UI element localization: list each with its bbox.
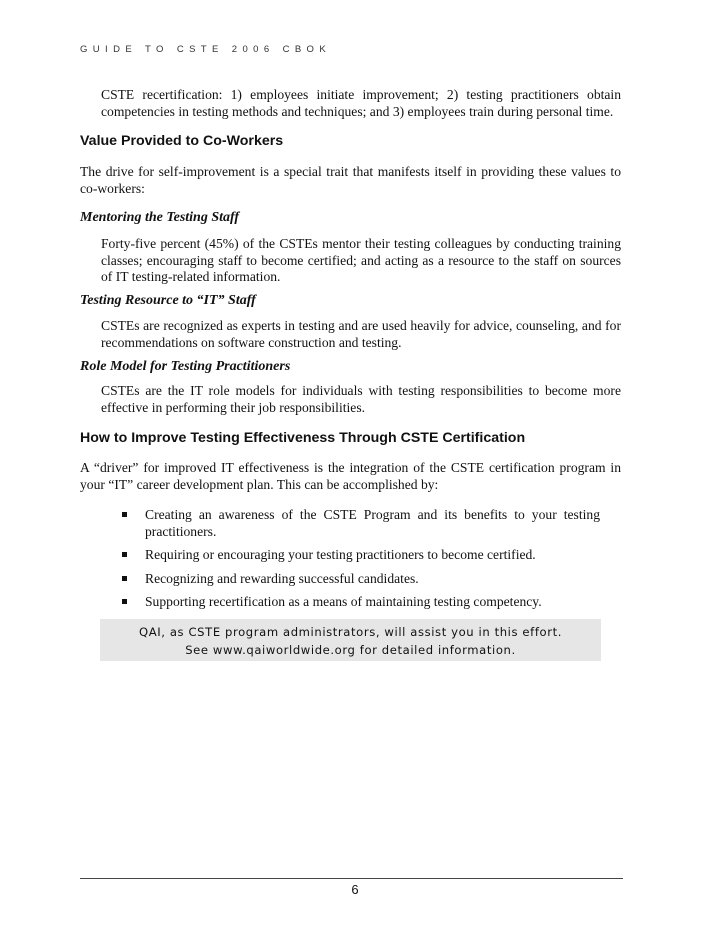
square-bullet-icon xyxy=(122,576,127,581)
value-lead-paragraph: The drive for self-improvement is a special trait that manifests itself in providing these values to co-workers: xyxy=(80,164,621,196)
section-heading-improve: How to Improve Testing Effectiveness Through CSTE Certification xyxy=(80,430,526,446)
bullet-list xyxy=(120,507,600,611)
list-item xyxy=(120,547,600,564)
section-heading-value: Value Provided to Co-Workers xyxy=(80,133,284,149)
subheading-testing-resource: Testing Resource to “IT” Staff xyxy=(80,293,256,308)
improve-lead-paragraph: A “driver” for improved IT effectiveness is the integration of the CSTE certification program in your “IT” career development plan. This can be accomplished by: xyxy=(80,460,621,492)
list-item-text: Creating an awareness of the CSTE Program and its benefits to your testing practitioners. xyxy=(145,507,600,539)
callout-line-2: See www.qaiworldwide.org for detailed information. xyxy=(185,643,516,657)
callout-line-1: QAI, as CSTE program administrators, will assist you in this effort. xyxy=(139,625,562,639)
list-item xyxy=(120,571,600,588)
square-bullet-icon xyxy=(122,599,127,604)
running-header: GUIDE TO CSTE 2006 CBOK xyxy=(80,44,332,55)
page-number: 6 xyxy=(351,882,359,897)
subheading-mentoring: Mentoring the Testing Staff xyxy=(80,210,240,225)
list-item-text: Requiring or encouraging your testing practitioners to become certified. xyxy=(145,547,536,562)
square-bullet-icon xyxy=(122,552,127,557)
list-item xyxy=(120,507,600,540)
role-model-paragraph: CSTEs are the IT role models for individuals with testing responsibilities to become more effective in performing their job responsibilities. xyxy=(101,383,621,415)
callout-box xyxy=(100,619,601,661)
square-bullet-icon xyxy=(122,512,127,517)
list-item-text: Supporting recertification as a means of maintaining testing competency. xyxy=(145,594,542,609)
subheading-role-model: Role Model for Testing Practitioners xyxy=(80,359,291,374)
testing-resource-paragraph: CSTEs are recognized as experts in testing and are used heavily for advice, counseling, and for recommendations on software construction and testing. xyxy=(101,318,621,350)
mentoring-paragraph: Forty-five percent (45%) of the CSTEs mentor their testing colleagues by conducting training classes; encouraging staff to become certified; and acting as a resource to the staff on sources of IT testing-related information. xyxy=(101,236,621,284)
intro-paragraph: CSTE recertification: 1) employees initiate improvement; 2) testing practitioners obtain competencies in testing methods and techniques; and 3) employees train during personal time. xyxy=(101,87,621,119)
list-item xyxy=(120,594,600,611)
list-item-text: Recognizing and rewarding successful candidates. xyxy=(145,570,419,586)
footer-rule xyxy=(80,878,623,879)
